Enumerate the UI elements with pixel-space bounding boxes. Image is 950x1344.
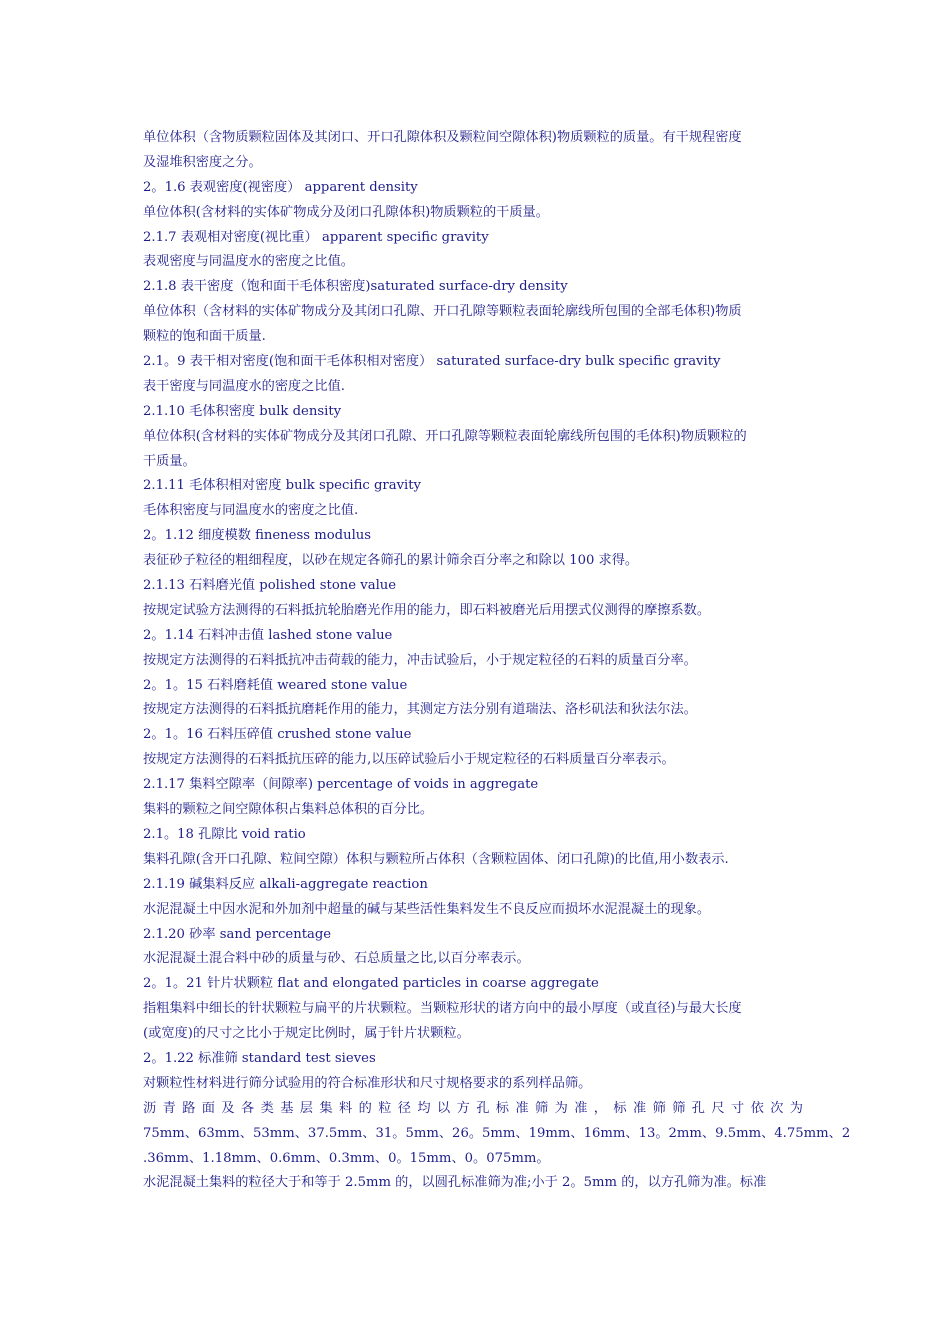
text-line: 指粗集料中细长的针状颗粒与扁平的片状颗粒。当颗粒形状的诸方向中的最小厚度（或直径)与最大长度 xyxy=(143,1001,742,1017)
text-line: 按规定方法测得的石料抵抗冲击荷载的能力，冲击试验后，小于规定粒径的石料的质量百分率。 xyxy=(143,652,697,668)
section-heading: 2.1。9 表干相对密度(饱和面干毛体积相对密度） saturated surface-dry bulk specific gravity xyxy=(143,354,721,370)
text-line: 颗粒的饱和面干质量. xyxy=(143,329,266,345)
document-body xyxy=(143,126,851,1196)
text-line: 按规定方法测得的石料抵抗压碎的能力,以压碎试验后小于规定粒径的石料质量百分率表示。 xyxy=(143,752,675,768)
text-line: 集料的颗粒之间空隙体积占集料总体积的百分比。 xyxy=(143,802,434,818)
text-line: 表征砂子粒径的粗细程度，以砂在规定各筛孔的累计筛余百分率之和除以 100 求得。 xyxy=(143,553,639,569)
section-heading: 2.1.17 集料空隙率（间隙率) percentage of voids in aggregate xyxy=(143,777,539,793)
text-line: 按规定试验方法测得的石料抵抗轮胎磨光作用的能力，即石料被磨光后用摆式仪测得的摩擦系数。 xyxy=(143,602,711,618)
text-line: 干质量。 xyxy=(143,453,196,469)
text-line: .36mm、1.18mm、0.6mm、0.3mm、0。15mm、0。075mm。 xyxy=(143,1150,550,1166)
section-heading: 2.1.20 砂率 sand percentage xyxy=(143,926,332,942)
section-heading: 2。1.6 表观密度(视密度） apparent density xyxy=(143,179,418,195)
section-heading: 2。1.14 石料冲击值 lashed stone value xyxy=(143,627,393,643)
section-heading: 2.1。18 孔隙比 void ratio xyxy=(143,826,306,842)
section-heading: 2.1.7 表观相对密度(视比重） apparent specific gravity xyxy=(143,229,489,245)
section-heading: 2.1.13 石料磨光值 polished stone value xyxy=(143,578,397,594)
text-line: 毛体积密度与同温度水的密度之比值. xyxy=(143,503,359,519)
text-line: 单位体积（含材料的实体矿物成分及其闭口孔隙、开口孔隙等颗粒表面轮廓线所包围的全部毛体积)物质 xyxy=(143,304,742,320)
section-heading: 2.1.19 碱集料反应 alkali-aggregate reaction xyxy=(143,876,428,892)
text-line: 75mm、63mm、53mm、37.5mm、31。5mm、26。5mm、19mm、16mm、13。2mm、9.5mm、4.75mm、2 xyxy=(143,1125,851,1141)
text-line: 集料孔隙(含开口孔隙、粒间空隙）体积与颗粒所占体积（含颗粒固体、闭口孔隙)的比值,用小数表示. xyxy=(143,851,729,867)
section-heading: 2.1.10 毛体积密度 bulk density xyxy=(143,403,342,419)
text-line: 单位体积(含材料的实体矿物成分及闭口孔隙体积)物质颗粒的干质量。 xyxy=(143,204,549,220)
text-line: 表干密度与同温度水的密度之比值. xyxy=(143,378,346,394)
text-line: 单位体积（含物质颗粒固体及其闭口、开口孔隙体积及颗粒间空隙体积)物质颗粒的质量。有干规程密度 xyxy=(143,130,742,145)
text-line: 及湿堆积密度之分。 xyxy=(143,154,262,170)
section-heading: 2.1.11 毛体积相对密度 bulk specific gravity xyxy=(143,478,421,494)
text-line: 表观密度与同温度水的密度之比值。 xyxy=(143,254,354,270)
text-line: 对颗粒性材料进行筛分试验用的符合标准形状和尺寸规格要求的系列样品筛。 xyxy=(143,1075,592,1091)
section-heading: 2。1。21 针片状颗粒 flat and elongated particles in coarse aggregate xyxy=(143,976,599,992)
section-heading: 2.1.8 表干密度（饱和面干毛体积密度)saturated surface-dry density xyxy=(143,279,568,295)
text-line: 单位体积(含材料的实体矿物成分及其闭口孔隙、开口孔隙等颗粒表面轮廓线所包围的毛体积)物质颗粒的 xyxy=(143,428,747,444)
section-heading: 2。1.22 标准筛 standard test sieves xyxy=(143,1050,376,1066)
text-line: 水泥混凝土集料的粒径大于和等于 2.5mm 的，以圆孔标准筛为准;小于 2。5mm 的，以方孔筛为准。标准 xyxy=(143,1175,767,1191)
text-line: 水泥混凝土中因水泥和外加剂中超量的碱与某些活性集料发生不良反应而损坏水泥混凝土的现象。 xyxy=(143,901,711,917)
section-heading: 2。1。16 石料压碎值 crushed stone value xyxy=(143,727,412,743)
section-heading: 2。1。15 石料磨耗值 weared stone value xyxy=(143,677,408,693)
section-heading: 2。1.12 细度模数 fineness modulus xyxy=(143,528,372,544)
text-line: 水泥混凝土混合料中砂的质量与砂、石总质量之比,以百分率表示。 xyxy=(143,951,530,967)
text-line: 按规定方法测得的石料抵抗磨耗作用的能力，其测定方法分别有道瑞法、洛杉矶法和狄法尔法。 xyxy=(143,702,697,718)
text-line: (或宽度)的尺寸之比小于规定比例时，属于针片状颗粒。 xyxy=(143,1026,470,1042)
text-line: 沥青路面及各类基层集料的粒径均以方孔标准筛为准，标准筛筛孔尺寸依次为 xyxy=(143,1100,803,1116)
